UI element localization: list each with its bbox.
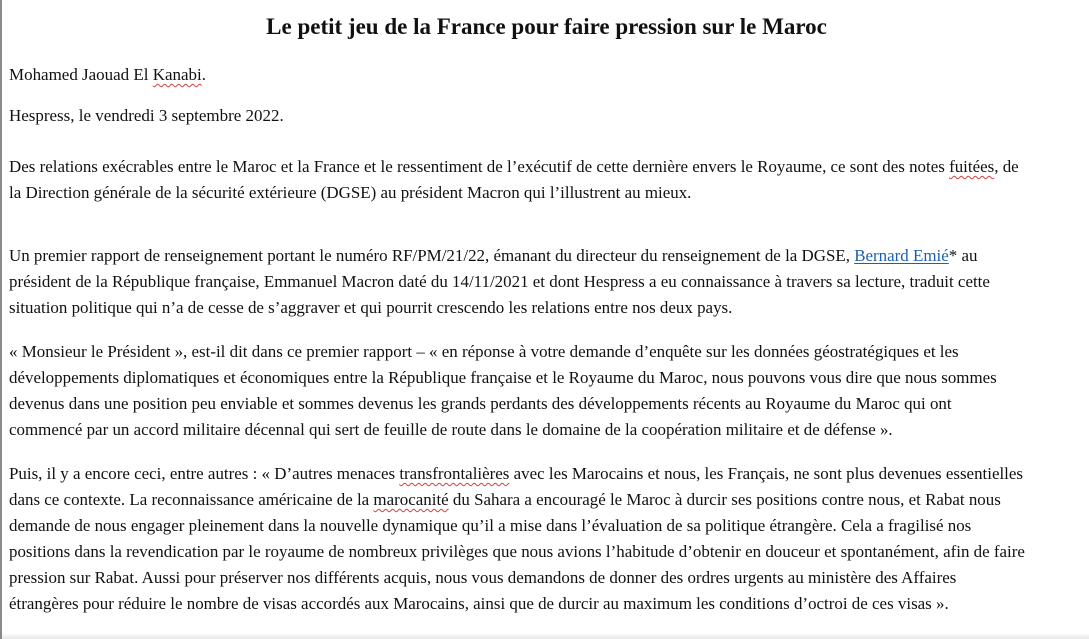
paragraph-line (9, 487, 1085, 513)
dateline: Hespress, le vendredi 3 septembre 2022. (9, 106, 284, 125)
text-run: , de (994, 157, 1019, 176)
author-name-flagged: Kanabi (152, 65, 202, 84)
paragraph-line: demande de nous engager pleinement dans la nouvelle dynamique qu’il a mise dans l’évaluation de sa politique étrangère. Cela a fragilisé nos (9, 516, 972, 535)
paragraph-4 (9, 461, 1089, 617)
flagged-word: fuitées (949, 157, 995, 176)
author-name-end: . (201, 65, 206, 84)
paragraph-1 (9, 154, 1089, 206)
text-run: * au (948, 246, 978, 265)
author-name-start: Mohamed Jaouad El (9, 65, 153, 84)
paragraph-line: « Monsieur le Président », est-il dit dans ce premier rapport – « en réponse à votre demande d’enquête sur les données géostratégiques et les (9, 342, 959, 361)
author-line (9, 64, 1085, 85)
text-run: Puis, il y a encore ceci, entre autres : « D’autres menaces (9, 464, 400, 483)
paragraph-line: positions dans la revendication par le royaume de nombreux privilèges que nous avions l’habitude d’obtenir en douceur et spontanément, afin de faire (9, 542, 1025, 561)
paragraph-line (9, 461, 1085, 487)
paragraph-line: pression sur Rabat. Aussi pour préserver nos différents acquis, nous vous demandons de donner des ordres urgents au ministère des Affaires (9, 568, 957, 587)
paragraph-line: président de la République française, Emmanuel Macron daté du 14/11/2021 et dont Hespress a eu connaissance à travers sa lecture, traduit cette (9, 272, 990, 291)
flagged-word: marocanité (373, 490, 449, 509)
flagged-word: transfrontalières (399, 464, 510, 483)
paragraph-line: étrangères pour réduire le nombre de visas accordés aux Marocains, ainsi que de durcir au maximum les conditions d’octroi de ces visas ». (9, 594, 949, 613)
article-title: Le petit jeu de la France pour faire pression sur le Maroc (266, 14, 827, 39)
paragraph-line: développements diplomatiques et économiques entre la République française et le Royaume du Maroc, nous pouvons vous dire que nous sommes (9, 368, 997, 387)
paragraph-line: situation politique qui n’a de cesse de s’aggraver et qui pourrit crescendo les relations entre nos deux pays. (9, 298, 733, 317)
paragraph-line: commencé par un accord militaire décennal qui sert de feuille de route dans le domaine de la coopération militaire et de défense ». (9, 420, 893, 439)
paragraph-3 (9, 339, 1089, 443)
paragraph-line: devenus dans une position peu enviable et sommes devenus les grands perdants des développements récents au Royaume du Maroc qui ont (9, 394, 952, 413)
paragraph-2 (9, 243, 1089, 321)
paragraph-line (9, 243, 1085, 269)
paragraph-line: la Direction générale de la sécurité extérieure (DGSE) au président Macron qui l’illustrent au mieux. (9, 183, 692, 202)
text-run: dans ce contexte. La reconnaissance américaine de la (9, 490, 374, 509)
text-run: Un premier rapport de renseignement portant le numéro RF/PM/21/22, émanant du directeur du renseignement de la DGSE, (9, 246, 855, 265)
text-run: avec les Marocains et nous, les Français, ne sont plus devenues essentielles (509, 464, 1023, 483)
text-run: du Sahara a encouragé le Maroc à durcir ses positions contre nous, et Rabat nous (448, 490, 1001, 509)
paragraph-line (9, 154, 1085, 180)
bernard-emie-link[interactable]: Bernard Emié (854, 246, 949, 265)
text-run: Des relations exécrables entre le Maroc et la France et le ressentiment de l’exécutif de cette dernière envers le Royaume, ce sont des notes (9, 157, 950, 176)
page-bottom-edge (2, 633, 1089, 639)
